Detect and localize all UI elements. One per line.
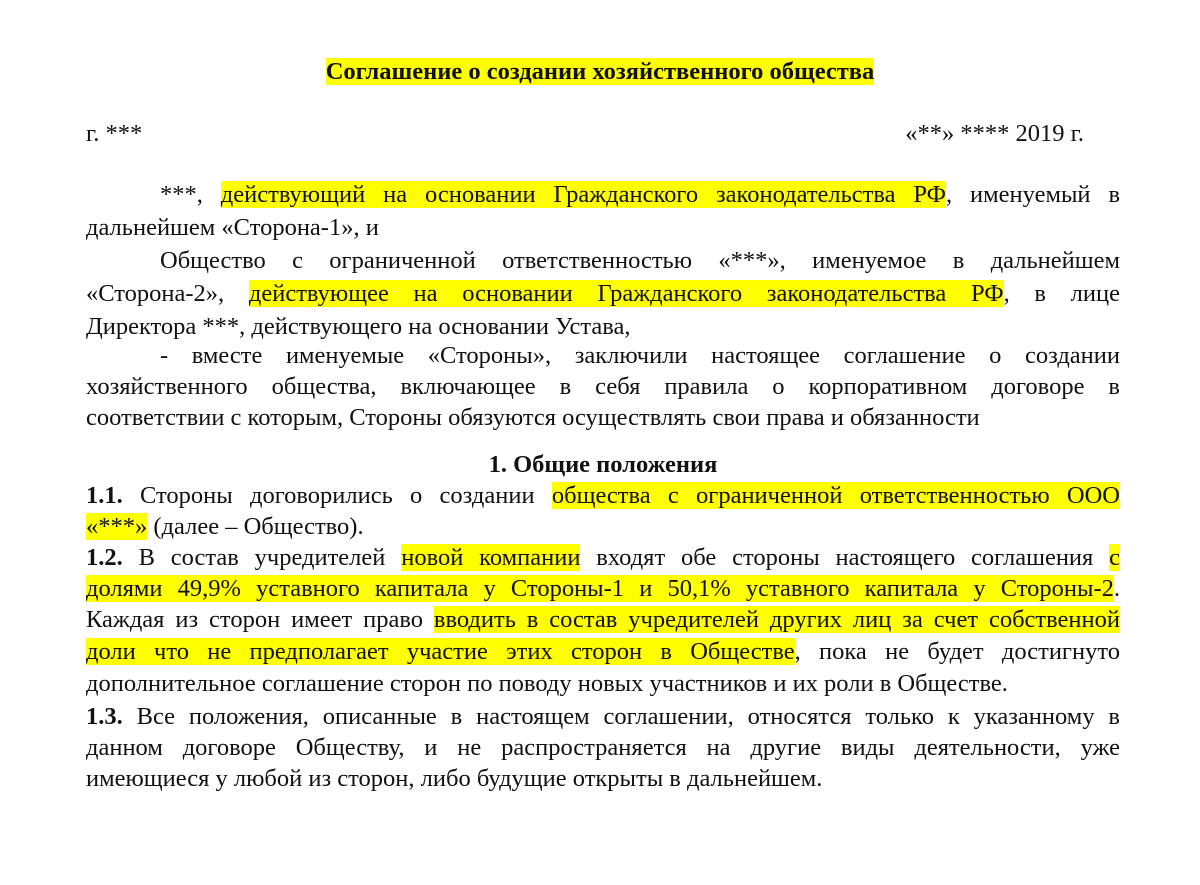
clause-line	[86, 574, 1120, 604]
clause-line: имеющиеся у любой из сторон, либо будущие открыты в дальнейшем.	[86, 765, 823, 792]
text-fragment: (далее – Общество).	[147, 513, 364, 540]
highlight-fragment: новой компании	[401, 544, 581, 571]
clause-number: 1.3.	[86, 703, 123, 730]
preamble-line: хозяйственного общества, включающее в себя правила о корпоративном договоре в	[86, 373, 1120, 400]
text-fragment: Стороны договорились о создании	[122, 482, 552, 509]
clause-line	[86, 637, 1120, 667]
text-fragment: входят обе стороны настоящего соглашения	[580, 544, 1110, 571]
preamble-line: Директора ***, действующего на основании Устава,	[86, 313, 631, 340]
text-fragment: , именуемый в	[946, 181, 1121, 208]
section-heading: 1. Общие положения	[488, 451, 718, 478]
highlight-fragment: действующее на основании Гражданского законодательства РФ	[248, 280, 1004, 307]
text-fragment: Каждая из сторон имеет право	[86, 606, 434, 633]
highlight-fragment: общества с ограниченной ответственностью ООО	[551, 482, 1120, 509]
highlight-fragment: вводить в состав учредителей других лиц за счет собственной	[433, 606, 1121, 633]
text-fragment: , пока не будет достигнуто	[794, 638, 1120, 665]
text-fragment: .	[1113, 575, 1120, 602]
clause-line	[86, 512, 1120, 542]
clause-line	[86, 702, 1120, 732]
title-highlight: Соглашение о создании хозяйственного общества	[325, 58, 875, 85]
clause-line: дополнительное соглашение сторон по поводу новых участников и их роли в Обществе.	[86, 670, 1008, 697]
preamble-line: Общество с ограниченной ответственностью «***», именуемое в дальнейшем	[160, 247, 1120, 274]
preamble-line: дальнейшем «Сторона-1», и	[86, 214, 379, 241]
preamble-line: - вместе именуемые «Стороны», заключили настоящее соглашение о создании	[160, 342, 1120, 369]
text-fragment: «Сторона-2»,	[86, 280, 249, 307]
city: г. ***	[86, 120, 143, 147]
highlight-fragment: долями 49,9% уставного капитала у Стороны-1 и 50,1% уставного капитала у Стороны-2	[86, 575, 1114, 602]
highlight-fragment: доли что не предполагает участие этих сторон в Обществе	[86, 638, 795, 665]
clause-line	[86, 605, 1120, 635]
highlight-fragment: с	[1109, 544, 1121, 571]
clause-line: данном договоре Обществу, и не распространяется на другие виды деятельности, уже	[86, 734, 1120, 761]
text-fragment: Все положения, описанные в настоящем соглашении, относятся только к указанному в	[122, 703, 1120, 730]
text-fragment: , в лице	[1003, 280, 1120, 307]
text-fragment: В состав учредителей	[122, 544, 402, 571]
document-title	[0, 57, 1200, 87]
highlight-fragment: действующий на основании Гражданского законодательства РФ	[220, 181, 946, 208]
text-fragment: ***,	[160, 181, 221, 208]
preamble-line: соответствии с которым, Стороны обязуются осуществлять свои права и обязанности	[86, 404, 980, 431]
preamble-line	[86, 180, 1120, 210]
preamble-line	[86, 279, 1120, 309]
clause-number: 1.2.	[86, 544, 123, 571]
date: «**» **** 2019 г.	[905, 120, 1084, 147]
clause-line	[86, 481, 1120, 511]
highlight-fragment: «***»	[86, 513, 148, 540]
clause-line	[86, 543, 1120, 573]
clause-number: 1.1.	[86, 482, 123, 509]
